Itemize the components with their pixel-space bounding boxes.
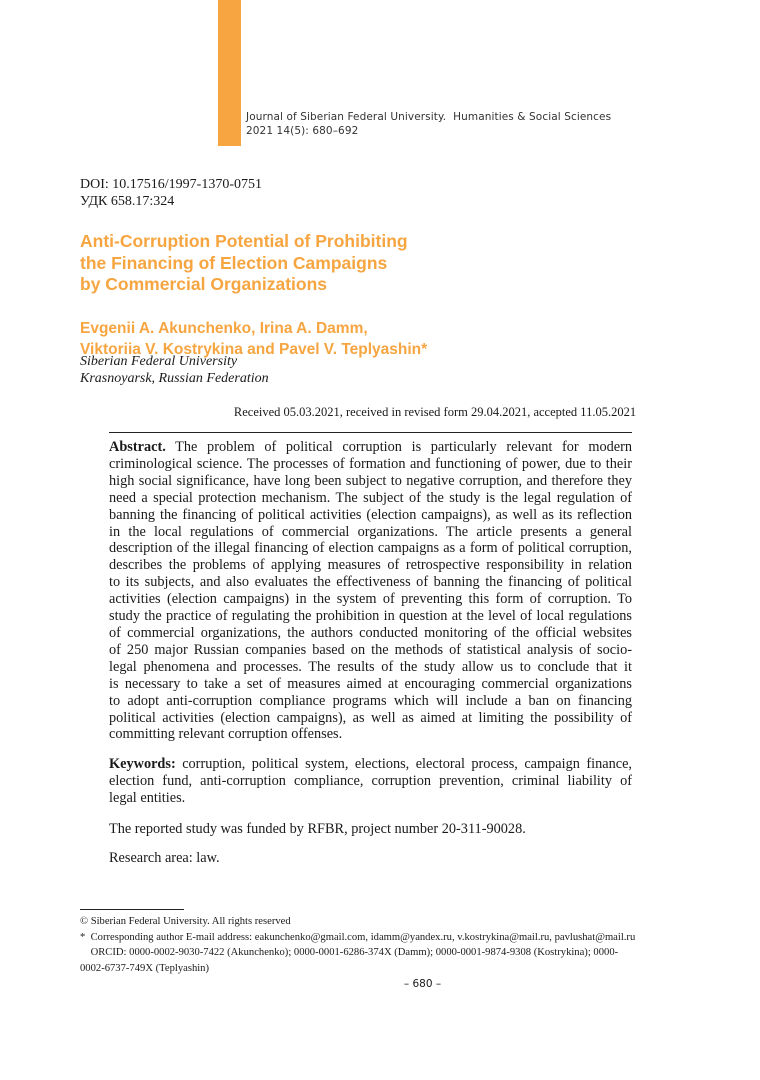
abstract-line: to adopt anti-corruption compliance programs which will include a ban on financing [109,692,632,709]
affiliation-university: Siberian Federal University [80,354,238,369]
funding-note: The reported study was funded by RFBR, project number 20-311-90028. [109,821,526,837]
title-line: the Financing of Election Campaigns [80,252,388,273]
abstract-line: need a special protection mechanism. The subject of the study is the legal regulation of [109,489,632,506]
keywords-text: corruption, political system, elections, electoral process, campaign finance, [175,756,632,772]
abstract-line: committing relevant corruption offenses. [109,726,343,743]
abstract-label: Abstract. [109,439,166,455]
author-line: Viktoriia V. Kostrykina and Pavel V. Teplyashin* [80,341,428,358]
affiliation-location: Krasnoyarsk, Russian Federation [80,371,269,386]
journal-issue: 2021 14(5): 680–692 [246,125,359,137]
abstract-line: of commercial organizations, the authors conducted monitoring of the official websites [109,624,632,641]
abstract-line: in the local regulations of commercial organizations. The article presents a general [109,523,632,540]
title-line: Anti-Corruption Potential of Prohibiting [80,231,408,251]
abstract [109,439,632,743]
abstract-line: to its subjects, and also evaluates the effectiveness of banning the financing of political [109,574,632,591]
abstract-line: study the practice of regulating the prohibition in question at the level of local regulations [109,608,632,625]
affiliation [80,353,269,387]
abstract-line: criminological science. The processes of formation and functioning of power, due to their [109,455,632,472]
title-line: by Commercial Organizations [80,274,328,294]
udk: УДК 658.17:324 [80,194,175,209]
journal-name: Journal of Siberian Federal University. Humanities & Social Sciences [246,111,612,123]
footnotes [80,914,660,976]
article-meta [80,176,262,210]
page-number: – 680 – [403,978,442,990]
abstract-line: legal phenomena and processes. The results of the study allow us to conclude that it [109,658,632,675]
abstract-line: high social significance, have long been subject to negative corruption, and therefore they [109,472,632,489]
research-area: Research area: law. [109,850,220,866]
abstract-line: banning the financing of political activities (election campaigns), as well as its reflection [109,506,632,523]
keywords-line: election fund, anti-corruption compliance, corruption prevention, criminal liability of [109,772,632,789]
received-dates: Received 05.03.2021, received in revised form 29.04.2021, accepted 11.05.2021 [233,405,637,419]
abstract-line: activities (election campaigns) in the system of preventing this form of corruption. To [109,591,632,608]
abstract-text: The problem of political corruption is particularly relevant for modern [165,439,632,455]
article-title [80,231,408,296]
divider [109,432,632,433]
footnote-divider [80,909,184,910]
keywords-line: legal entities. [109,789,186,806]
orcid-note-cont: 0002-6737-749X (Teplyashin) [80,962,210,974]
abstract-line: description of the illegal financing of election campaigns as a form of political corruption, [109,540,632,557]
doi: DOI: 10.17516/1997-1370-0751 [80,177,262,192]
journal-header [246,110,611,138]
corresponding-author-note: * Corresponding author E-mail address: eakunchenko@gmail.com, idamm@yandex.ru, v.kostrykina@mail.ru, pavlushat@mail.ru [80,931,636,943]
author-line: Evgenii A. Akunchenko, Irina A. Damm, [80,320,368,337]
abstract-line: political activities (election campaigns), as well as aimed at limiting the possibility of [109,709,632,726]
keywords-label: Keywords: [109,756,176,772]
abstract-line [109,439,632,456]
abstract-line: is necessary to take a set of measures aimed at encouraging commercial organizations [109,675,632,692]
abstract-line: of 250 major Russian companies based on the methods of statistical analysis of socio- [109,641,632,658]
keywords [109,756,632,807]
abstract-line: describes the problems of applying measures of retrospective responsibility in relation [109,557,632,574]
copyright-note: © Siberian Federal University. All rights reserved [80,916,291,927]
orcid-note: ORCID: 0000-0002-9030-7422 (Akunchenko); 0000-0001-6286-374X (Damm); 0000-0001-9874-9308 (Kostrykina); 0000- [80,947,619,958]
journal-accent-bar [218,0,241,146]
keywords-line [109,756,632,773]
